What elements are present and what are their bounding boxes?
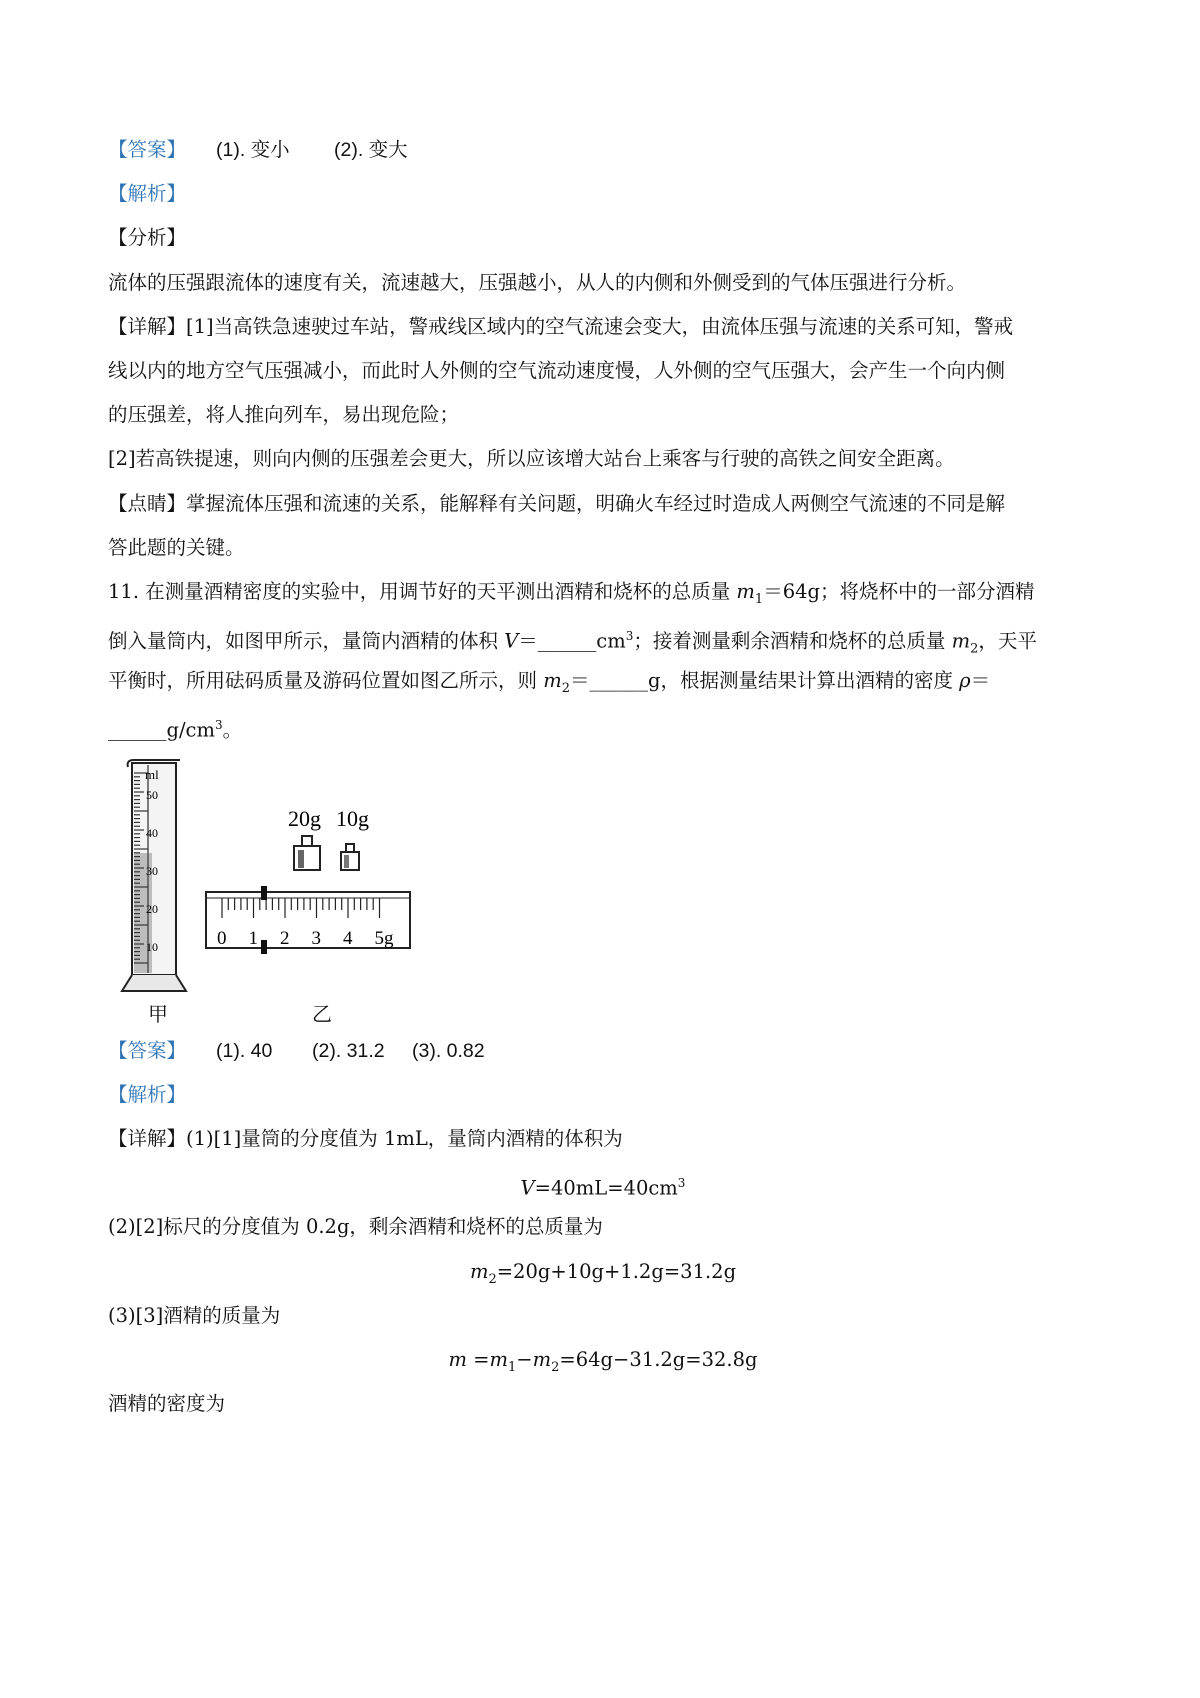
weight-20g-icon xyxy=(294,836,320,870)
scale-label: 4 xyxy=(343,928,353,949)
q11-analysis-line xyxy=(108,1080,1098,1110)
scale-label: 0 xyxy=(217,928,227,949)
dianjing-tag: 【点睛】 xyxy=(108,492,187,515)
figure-jia-caption: 甲 xyxy=(148,1002,168,1026)
dianjing-text-1: 掌握流体压强和流速的关系，能解释有关问题，明确火车经过时造成人两侧空气流速的不同是解 xyxy=(186,492,1006,515)
cylinder-tick-20: 20 xyxy=(146,902,158,916)
detail-text-1: (1)[1]量筒的分度值为 1mL，量筒内酒精的体积为 xyxy=(186,1127,623,1150)
q11-question-line-3: 平衡时，所用砝码质量及游码位置如图乙所示，则 $m_2=\_\_\_\_\_\_g$，根据测量结果计算出酒精的密度 ρ＝ xyxy=(108,669,991,696)
cylinder-tick-40: 40 xyxy=(146,826,158,840)
q10-dianjing-line-2: 答此题的关键。 xyxy=(108,536,245,559)
detail-text-1: [1]当高铁急速驶过车站，警戒线区域内的空气流速会变大，由流体压强与流速的关系可知，警戒 xyxy=(186,315,1014,338)
q11-detail-line-2: (2)[2]标尺的分度值为 0.2g，剩余酒精和烧杯的总质量为 xyxy=(108,1215,603,1238)
answer-tag: 【答案】 xyxy=(108,138,187,161)
q10-dianjing-line-1 xyxy=(108,489,1098,519)
q11-answer-2: (2). 31.2 xyxy=(312,1040,385,1062)
q11-answer-3: (3). 0.82 xyxy=(412,1040,485,1062)
q11-detail-line-3: (3)[3]酒精的质量为 xyxy=(108,1304,281,1327)
cylinder-tick-30: 30 xyxy=(146,864,158,878)
weight-10g-icon xyxy=(341,844,359,870)
scale-label: 1 xyxy=(248,928,258,949)
cylinder-unit-label: ml xyxy=(145,767,159,782)
q10-answer-2: (2). 变大 xyxy=(334,139,408,161)
graduated-cylinder-figure xyxy=(118,755,198,1025)
q11-question-line-4: $\_\_\_\_\_\_g/cm^3$。 xyxy=(108,718,243,742)
q10-analysis-line xyxy=(108,179,1098,209)
scale-label: 2 xyxy=(280,928,290,949)
equation-mass: $m =m_1-m_2=64g-31.2g=32.8g$ xyxy=(448,1348,758,1375)
analysis-tag: 【解析】 xyxy=(108,1083,187,1106)
q10-fenxi-text: 流体的压强跟流体的速度有关，流速越大，压强越小，从人的内侧和外侧受到的气体压强进行分析。 xyxy=(108,271,967,294)
rider-bottom xyxy=(261,940,267,954)
cylinder-tick-10: 10 xyxy=(146,940,158,954)
q10-answer-1: (1). 变小 xyxy=(216,139,290,161)
scale-label: 3 xyxy=(311,928,321,949)
answer-tag: 【答案】 xyxy=(108,1039,187,1062)
q10-detail-line-1 xyxy=(108,312,1098,342)
weight-20g-label: 20g xyxy=(288,806,321,831)
analysis-tag: 【解析】 xyxy=(108,182,187,205)
q11-question-line-1: 11. 在测量酒精密度的实验中，用调节好的天平测出酒精和烧杯的总质量 $m_1=64g$；将烧杯中的一部分酒精 xyxy=(108,580,1035,607)
detail-tag: 【详解】 xyxy=(108,1127,187,1150)
balance-scale-figure xyxy=(200,800,420,960)
q10-fenxi-tag: 【分析】 xyxy=(108,226,187,249)
q10-detail-line-4: [2]若高铁提速，则向内侧的压强差会更大，所以应该增大站台上乘客与行驶的高铁之间安全距离。 xyxy=(108,447,955,470)
figure-yi-caption: 乙 xyxy=(312,1002,332,1026)
q11-answer-1: (1). 40 xyxy=(216,1040,273,1062)
q11-question-line-2: 倒入量筒内，如图甲所示，量筒内酒精的体积 $V=\_\_\_\_\_\_cm^3$；接着测量剩余酒精和烧杯的总质量 $m_2$，天平 xyxy=(108,629,1037,657)
scale-label: 5g xyxy=(374,928,394,949)
equation-volume: $V=40mL=40cm^3$ xyxy=(520,1176,686,1200)
q11-detail-line-1 xyxy=(108,1124,1098,1154)
equation-mass-2: $m_2=20g+10g+1.2g=31.2g$ xyxy=(469,1260,737,1287)
q10-detail-line-2: 线以内的地方空气压强减小，而此时人外侧的空气流动速度慢，人外侧的空气压强大，会产生一个向内侧 xyxy=(108,359,1006,382)
cylinder-tick-50: 50 xyxy=(146,788,158,802)
rider-top xyxy=(261,886,267,900)
weight-10g-label: 10g xyxy=(336,806,369,831)
q10-detail-line-3: 的压强差，将人推向列车，易出现危险； xyxy=(108,403,460,426)
q11-detail-line-4: 酒精的密度为 xyxy=(108,1392,226,1415)
detail-tag: 【详解】 xyxy=(108,315,187,338)
